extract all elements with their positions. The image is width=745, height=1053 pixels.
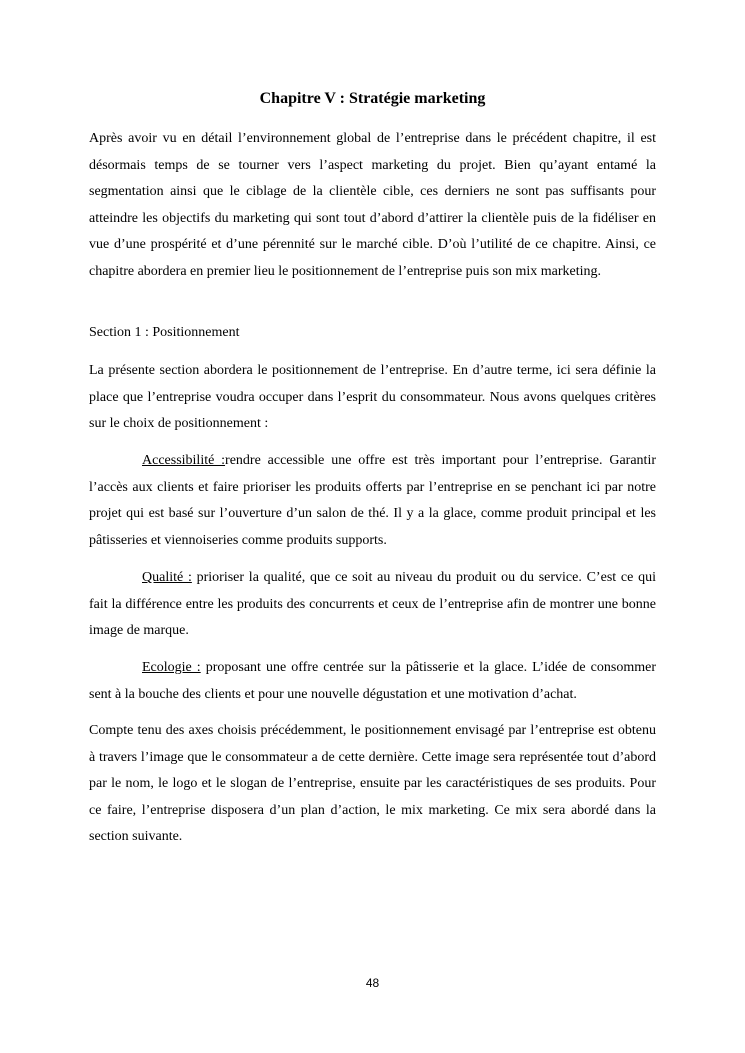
criterion-label: Ecologie :: [142, 660, 201, 675]
page-number: 48: [365, 976, 380, 990]
criterion-quality: [89, 565, 656, 645]
chapter-title: Chapitre V : Stratégie marketing: [259, 90, 486, 107]
criterion-ecology: [89, 655, 656, 708]
criterion-text: proposant une offre centrée sur la pâtisserie et la glace. L’idée de consommer sent à la bouche des clients et pour une nouvelle dégustation et une motivation d’achat.: [89, 660, 656, 702]
criterion-label: Qualité :: [142, 570, 192, 585]
criterion-accessibility: [89, 448, 656, 554]
criterion-text: prioriser la qualité, que ce soit au niveau du produit ou du service. C’est ce qui fait la différence entre les produits des concurrents et ceux de l’entreprise afin de montrer une bonne image de marque.: [89, 570, 656, 638]
section-heading: Section 1 : Positionnement: [89, 325, 240, 340]
criterion-label: Accessibilité :: [142, 453, 226, 468]
section-intro-paragraph: La présente section abordera le positionnement de l’entreprise. En d’autre terme, ici sera définie la place que l’entreprise voudra occuper dans l’esprit du consommateur. Nous avons quelques critères sur le choix de positionnement :: [89, 363, 656, 431]
conclusion-paragraph: Compte tenu des axes choisis précédemment, le positionnement envisagé par l’entreprise est obtenu à travers l’image que le consommateur a de cette dernière. Cette image sera représentée tout d’abord par le nom, le logo et le slogan de l’entreprise, ensuite par les caractéristiques de ses produits. Pour ce faire, l’entreprise disposera d’un plan d’action, le mix marketing. Ce mix sera abordé dans la section suivante.: [89, 723, 656, 844]
criterion-text: rendre accessible une offre est très important pour l’entreprise. Garantir l’accès aux clients et faire prioriser les produits offerts par l’entreprise en se penchant ici par notre projet qui est basé sur l’ouverture d’un salon de thé. Il y a la glace, comme produit principal et les pâtisseries et viennoiseries comme produits supports.: [89, 453, 656, 548]
intro-paragraph: Après avoir vu en détail l’environnement global de l’entreprise dans le précédent chapitre, il est désormais temps de se tourner vers l’aspect marketing du projet. Bien qu’ayant entamé la segmentation ainsi que le ciblage de la clientèle cible, ces derniers ne sont pas suffisants pour atteindre les objectifs du marketing qui sont tout d’abord d’attirer la clientèle puis de la fidéliser en vue d’une prospérité et d’une pérennité sur le marché cible. D’où l’utilité de ce chapitre. Ainsi, ce chapitre abordera en premier lieu le positionnement de l’entreprise puis son mix marketing.: [89, 131, 656, 279]
